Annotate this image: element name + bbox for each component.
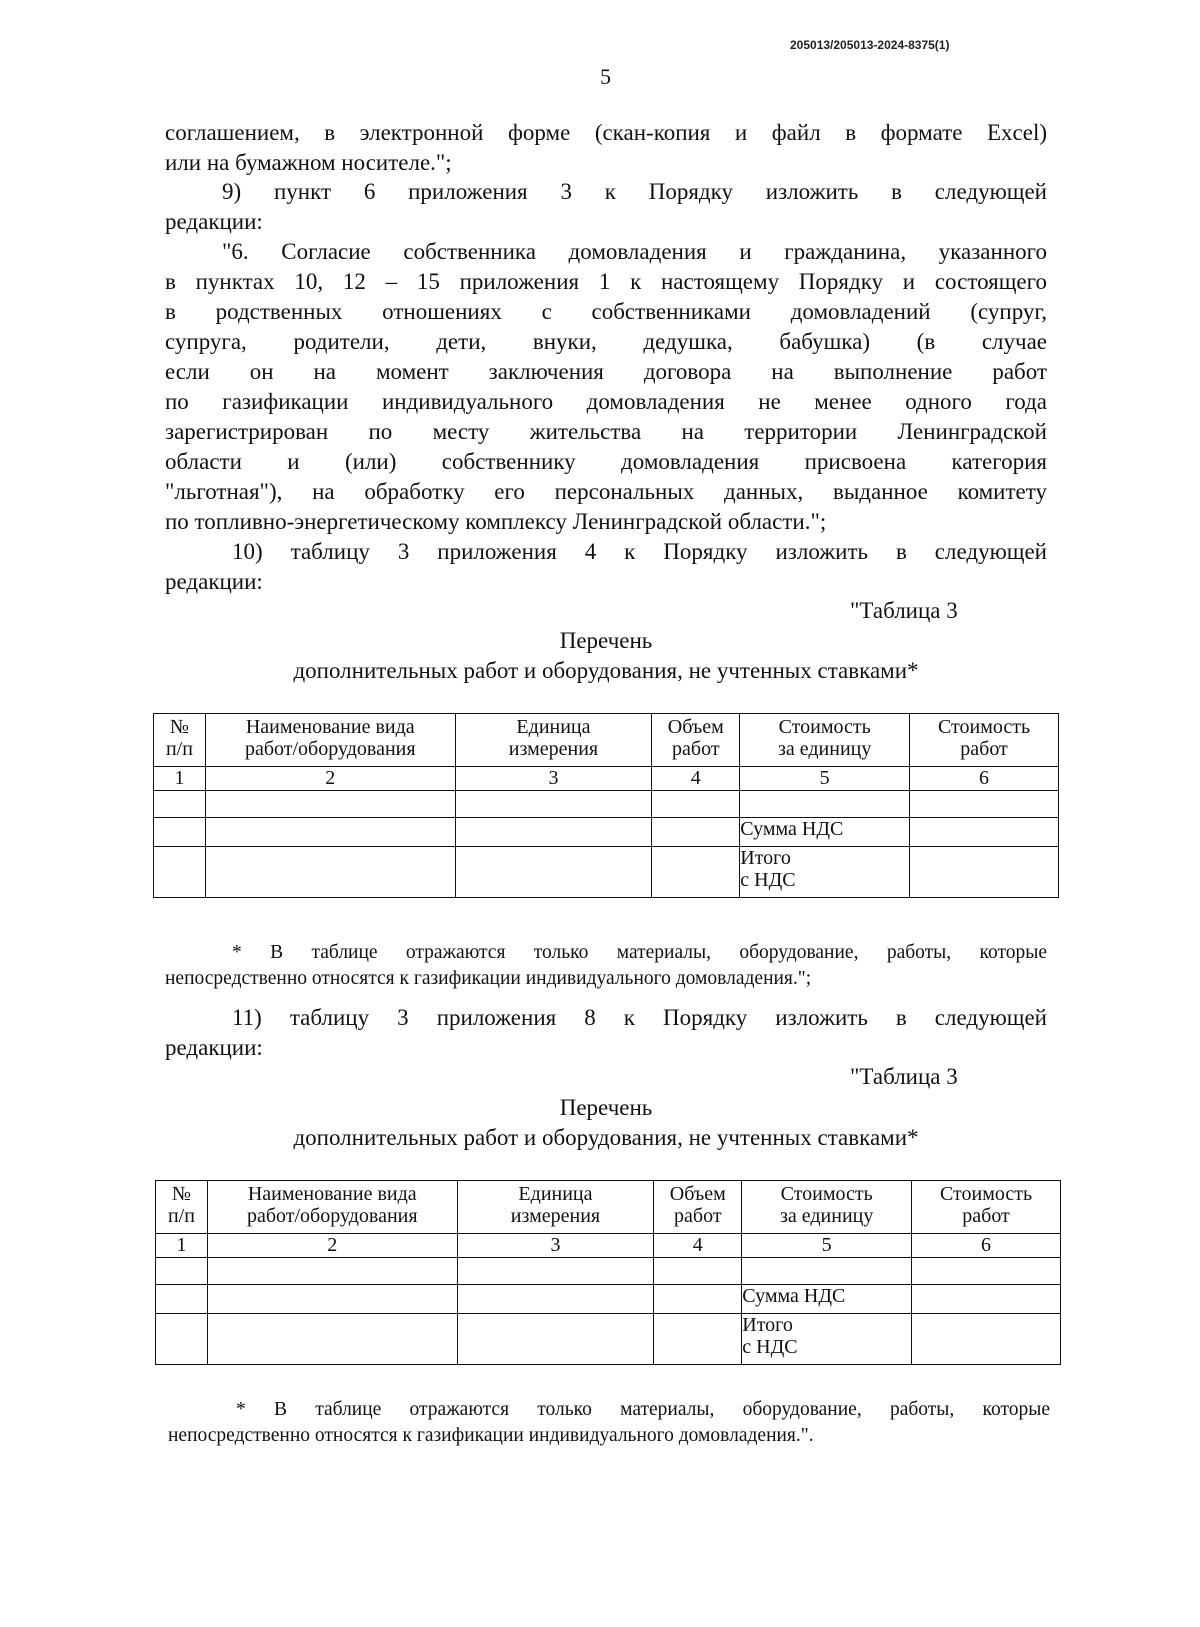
col-number: 1 [154, 767, 206, 791]
table-row [156, 1285, 1061, 1314]
document-id: 205013/205013-2024-8375(1) [790, 38, 950, 52]
intro-line-2: или на бумажном носителе."; [165, 150, 452, 175]
table-cell [156, 1314, 208, 1365]
col-header-number: № п/п [154, 714, 206, 767]
col-number: 3 [455, 767, 652, 791]
table-cell [156, 1258, 208, 1285]
col-header-unit-cost: Стоимость за единицу [740, 714, 910, 767]
table-cell [912, 1258, 1061, 1285]
table1-subtitle: дополнительных работ и оборудования, не учтенных ставками* [293, 658, 919, 683]
table2-label: "Таблица 3 [850, 1064, 958, 1089]
table-cell [154, 847, 206, 898]
table-cell [740, 791, 910, 818]
table-cell [912, 1285, 1061, 1314]
col-header-unit-cost: Стоимость за единицу [742, 1181, 912, 1234]
item9-line-1: 9) пункт 6 приложения 3 к Порядку изложить в следующей [222, 179, 1047, 204]
footnote2-line-2: непосредственно относятся к газификации индивидуального домовладения.". [168, 1425, 814, 1446]
col-header-name: Наименование вида работ/оборудования [207, 1181, 457, 1234]
p6-line-1: "6. Согласие собственника домовладения и гражданина, указанного [222, 239, 1047, 264]
table2 [155, 1180, 1061, 1365]
table-cell [457, 1314, 654, 1365]
item10-line-2: редакции: [165, 569, 263, 594]
table-cell [654, 1314, 742, 1365]
table-header-row [156, 1181, 1061, 1234]
item9-line-2: редакции: [165, 209, 263, 234]
table-cell [652, 818, 740, 847]
item11-line-2: редакции: [165, 1035, 263, 1060]
table-cell [455, 818, 652, 847]
col-header-unit: Единица измерения [455, 714, 652, 767]
table-row [156, 1258, 1061, 1285]
table-cell [156, 1285, 208, 1314]
table-cell [457, 1258, 654, 1285]
table2-subtitle: дополнительных работ и оборудования, не учтенных ставками* [293, 1125, 919, 1150]
col-header-unit: Единица измерения [457, 1181, 654, 1234]
item10-line-1: 10) таблицу 3 приложения 4 к Порядку изложить в следующей [232, 539, 1047, 564]
table-row [154, 818, 1059, 847]
p6-line-3: в родственных отношениях с собственниками домовладений (супруг, [165, 299, 1047, 324]
table-cell [910, 818, 1059, 847]
col-number: 4 [652, 767, 740, 791]
col-number: 2 [207, 1234, 457, 1258]
total-label: Итого с НДС [740, 847, 910, 898]
col-header-name: Наименование вида работ/оборудования [205, 714, 455, 767]
col-number: 4 [654, 1234, 742, 1258]
p6-line-6: по газификации индивидуального домовладения не менее одного года [165, 389, 1047, 414]
table-cell [455, 847, 652, 898]
table-cell [912, 1314, 1061, 1365]
vat-label: Сумма НДС [740, 818, 910, 847]
table-cell [205, 791, 455, 818]
table-cell [207, 1314, 457, 1365]
vat-label: Сумма НДС [742, 1285, 912, 1314]
col-number: 6 [910, 767, 1059, 791]
table1-label: "Таблица 3 [850, 598, 958, 623]
table1-title: Перечень [559, 628, 653, 653]
table-cell [652, 847, 740, 898]
col-header-volume: Объем работ [654, 1181, 742, 1234]
table-cell [742, 1258, 912, 1285]
col-header-number: № п/п [156, 1181, 208, 1234]
table-cell [205, 818, 455, 847]
table-cell [654, 1258, 742, 1285]
table-cell [207, 1258, 457, 1285]
p6-line-10: по топливно-энергетическому комплексу Ленинградской области."; [165, 509, 827, 534]
footnote2-line-1: * В таблице отражаются только материалы, оборудование, работы, которые [236, 1399, 1050, 1420]
col-number: 1 [156, 1234, 208, 1258]
table-cell [652, 791, 740, 818]
p6-line-8: области и (или) собственнику домовладения присвоена категория [165, 449, 1047, 474]
table-row [156, 1314, 1061, 1365]
p6-line-7: зарегистрирован по месту жительства на территории Ленинградской [165, 419, 1047, 444]
table-cell [910, 791, 1059, 818]
col-number: 5 [740, 767, 910, 791]
table-row [154, 791, 1059, 818]
col-header-volume: Объем работ [652, 714, 740, 767]
page-number: 5 [600, 64, 611, 89]
footnote1-line-1: * В таблице отражаются только материалы, оборудование, работы, которые [232, 942, 1047, 963]
intro-line-1: соглашением, в электронной форме (скан-копия и файл в формате Excel) [165, 120, 1047, 145]
col-number: 2 [205, 767, 455, 791]
table-cell [457, 1285, 654, 1314]
p6-line-4: супруга, родители, дети, внуки, дедушка, бабушка) (в случае [165, 329, 1047, 354]
table-cell [455, 791, 652, 818]
table-row [154, 847, 1059, 898]
col-number: 3 [457, 1234, 654, 1258]
table-cell [154, 791, 206, 818]
table2-title: Перечень [559, 1095, 653, 1120]
table-cell [910, 847, 1059, 898]
col-header-cost: Стоимость работ [912, 1181, 1061, 1234]
footnote1-line-2: непосредственно относятся к газификации индивидуального домовладения."; [165, 968, 812, 989]
p6-line-9: "льготная"), на обработку его персональных данных, выданное комитету [165, 479, 1047, 504]
col-number: 6 [912, 1234, 1061, 1258]
p6-line-5: если он на момент заключения договора на выполнение работ [165, 359, 1047, 384]
table-row [156, 1234, 1061, 1258]
table1 [153, 713, 1059, 898]
p6-line-2: в пунктах 10, 12 – 15 приложения 1 к настоящему Порядку и состоящего [165, 269, 1047, 294]
table-row [154, 767, 1059, 791]
table-cell [207, 1285, 457, 1314]
table-cell [205, 847, 455, 898]
table-cell [154, 818, 206, 847]
col-header-cost: Стоимость работ [910, 714, 1059, 767]
item11-line-1: 11) таблицу 3 приложения 8 к Порядку изложить в следующей [232, 1005, 1047, 1030]
table-cell [654, 1285, 742, 1314]
total-label: Итого с НДС [742, 1314, 912, 1365]
col-number: 5 [742, 1234, 912, 1258]
table-header-row [154, 714, 1059, 767]
